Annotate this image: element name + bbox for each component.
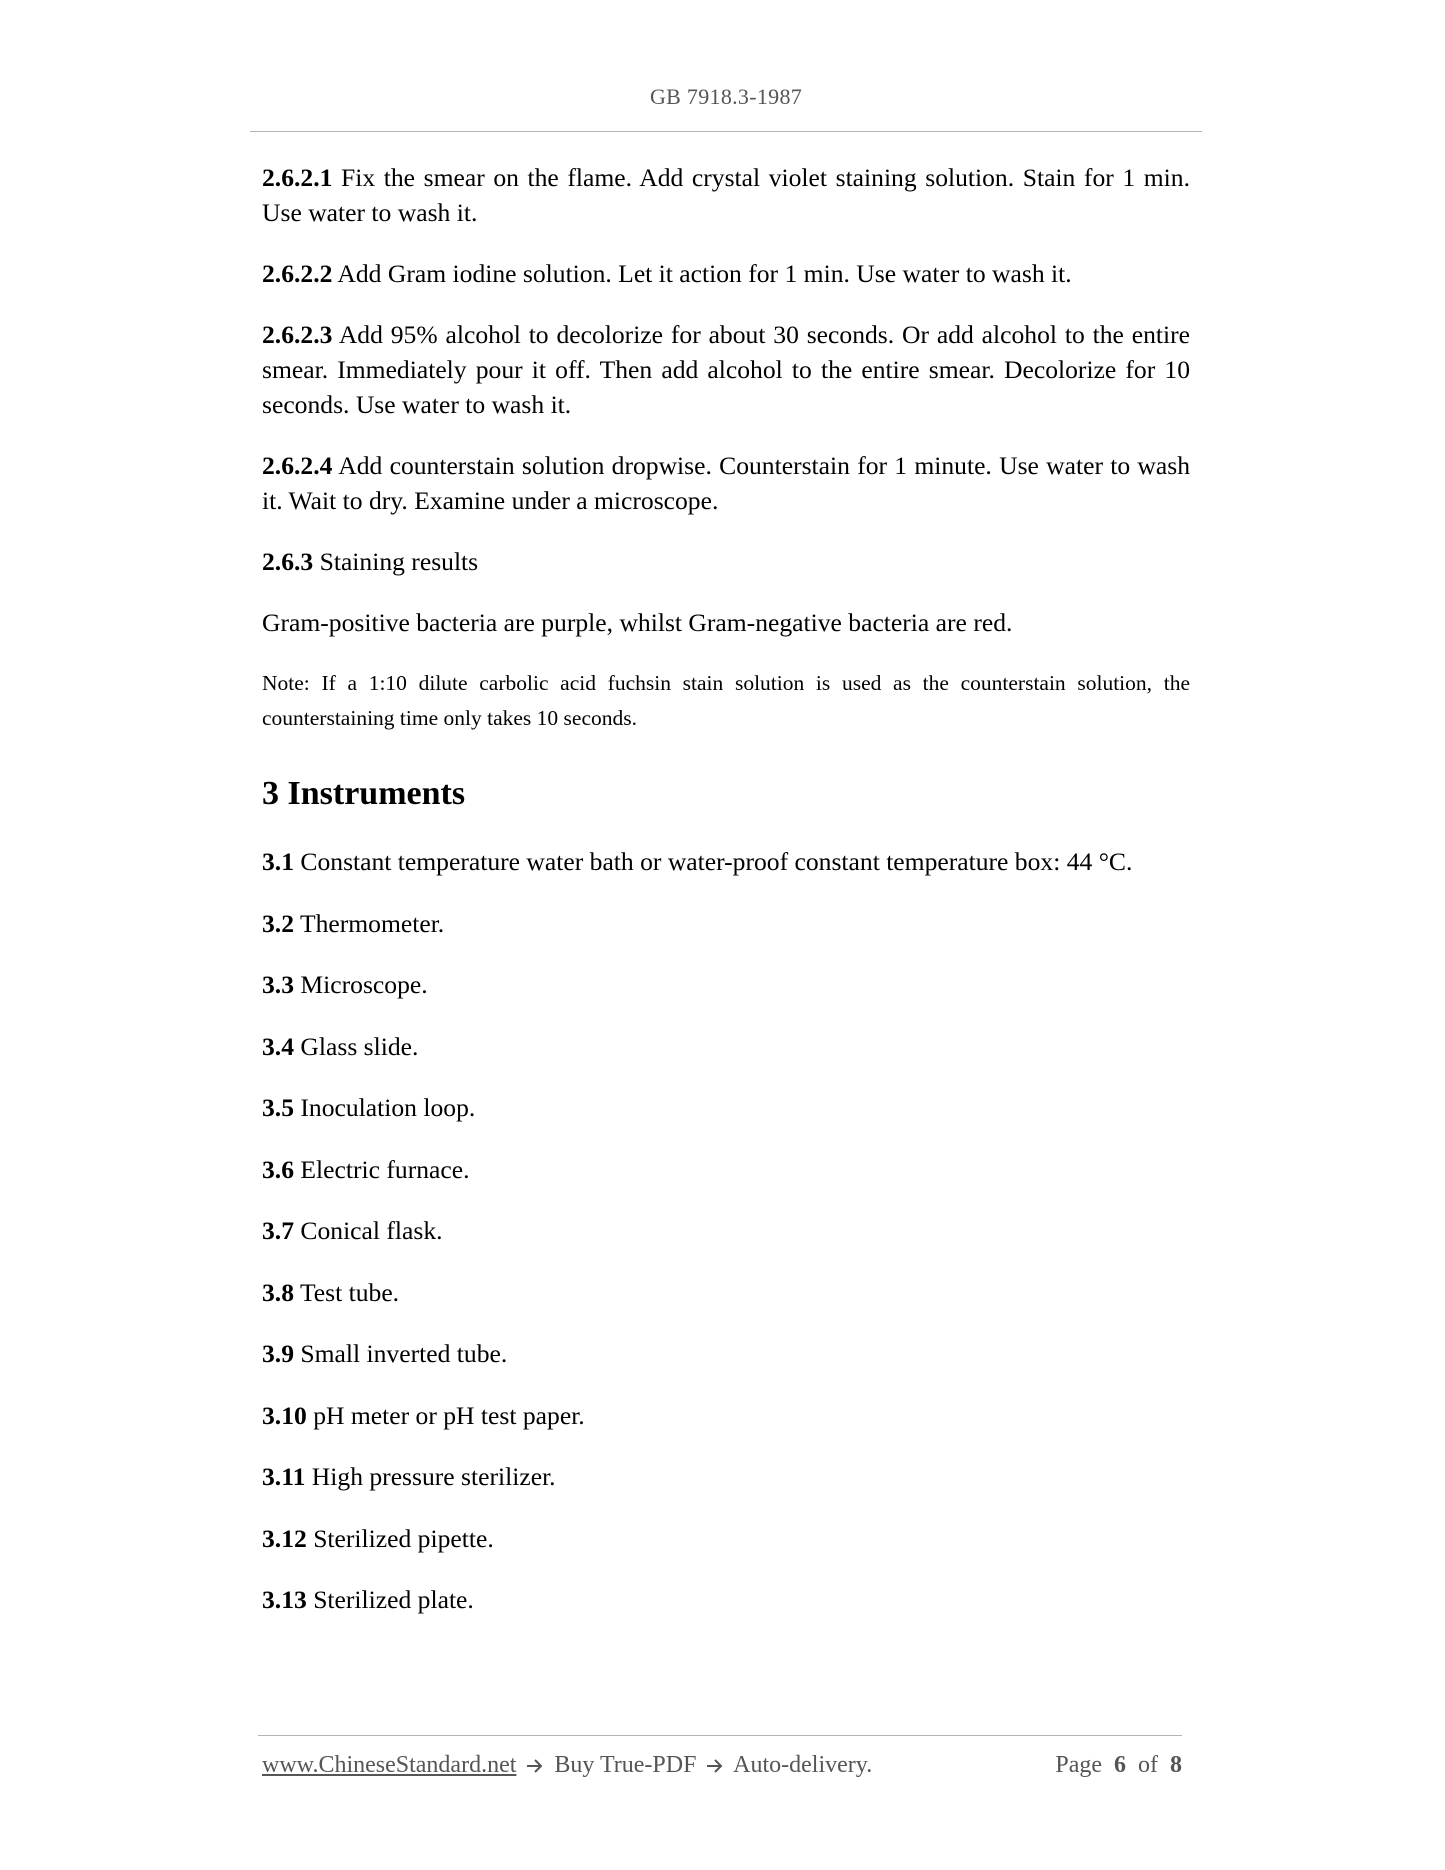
step-text: Fix the smear on the flame. Add crystal violet staining solution. Stain for 1 min. Use water to wash it. <box>262 163 1190 227</box>
page-indicator <box>1055 1752 1182 1779</box>
step-number: 2.6.3 <box>262 547 314 576</box>
item-text: Conical flask. <box>300 1216 443 1245</box>
item-number: 3.13 <box>262 1585 307 1614</box>
header-divider <box>250 131 1202 132</box>
item-text: Sterilized pipette. <box>313 1523 494 1553</box>
step-number: 2.6.2.1 <box>262 163 333 192</box>
item-number: 3.7 <box>262 1216 294 1245</box>
instrument-item <box>262 906 1190 941</box>
instrument-item <box>262 844 1190 879</box>
item-number: 3.2 <box>262 908 294 938</box>
instrument-item <box>262 1029 1190 1064</box>
item-text: Microscope. <box>300 970 428 999</box>
item-number: 3.11 <box>262 1462 306 1491</box>
instrument-item <box>262 967 1190 1002</box>
section-heading: 3 Instruments <box>262 775 466 812</box>
item-text: Constant temperature water bath or water-proof constant temperature box: 44 °C. <box>300 847 1133 876</box>
step-number: 2.6.2.4 <box>262 451 333 480</box>
item-text: pH meter or pH test paper. <box>313 1400 585 1430</box>
item-number: 3.8 <box>262 1277 294 1307</box>
item-text: Glass slide. <box>300 1031 419 1061</box>
step-text: Staining results <box>319 547 479 576</box>
item-number: 3.12 <box>262 1523 307 1553</box>
arrow-right-icon <box>526 1758 544 1774</box>
item-number: 3.1 <box>262 847 294 876</box>
step-text: Add Gram iodine solution. Let it action for 1 min. Use water to wash it. <box>337 259 1072 288</box>
item-number: 3.6 <box>262 1154 294 1184</box>
instrument-item <box>262 1521 1190 1556</box>
delivery-text: Auto-delivery. <box>733 1752 873 1778</box>
item-number: 3.3 <box>262 970 294 999</box>
note-paragraph: Note: If a 1:10 dilute carbolic acid fuchsin stain solution is used as the counterstain solution, the counterstaining time only takes 10 seconds. <box>262 671 1190 730</box>
footer-divider <box>258 1735 1182 1736</box>
item-text: Small inverted tube. <box>300 1339 508 1368</box>
item-text: High pressure sterilizer. <box>311 1462 556 1491</box>
item-number: 3.10 <box>262 1400 307 1430</box>
step-paragraph <box>262 160 1190 230</box>
page-total: 8 <box>1170 1752 1182 1778</box>
step-text: Add counterstain solution dropwise. Counterstain for 1 minute. Use water to wash it. Wait to dry. Examine under a microscope. <box>262 451 1190 515</box>
step-number: 2.6.2.3 <box>262 320 333 349</box>
instrument-item <box>262 1152 1190 1187</box>
item-number: 3.9 <box>262 1339 294 1368</box>
step-number: 2.6.2.2 <box>262 259 333 288</box>
item-number: 3.5 <box>262 1093 294 1122</box>
item-text: Sterilized plate. <box>313 1585 474 1614</box>
step-paragraph <box>262 256 1190 291</box>
page-current: 6 <box>1114 1752 1126 1778</box>
of-label: of <box>1138 1752 1158 1778</box>
step-text: Add 95% alcohol to decolorize for about 30 seconds. Or add alcohol to the entire smear. Immediately pour it off. Then add alcohol to the entire smear. Decolorize for 10 seconds. Use water to wash it. <box>262 320 1190 419</box>
item-number: 3.4 <box>262 1031 294 1061</box>
instrument-item <box>262 1090 1190 1125</box>
page-label: Page <box>1055 1752 1102 1778</box>
instrument-item <box>262 1582 1190 1617</box>
instrument-item <box>262 1336 1190 1371</box>
arrow-right-icon <box>706 1758 724 1774</box>
instrument-item <box>262 1275 1190 1310</box>
item-text: Test tube. <box>299 1277 400 1307</box>
results-paragraph: Gram-positive bacteria are purple, whilst Gram-negative bacteria are red. <box>262 608 1013 637</box>
page-content <box>262 160 1190 1644</box>
item-text: Thermometer. <box>299 908 445 938</box>
step-paragraph <box>262 544 1190 579</box>
document-header: GB 7918.3-1987 <box>649 84 803 109</box>
step-paragraph <box>262 317 1190 422</box>
instrument-item <box>262 1398 1190 1433</box>
instrument-item <box>262 1459 1190 1494</box>
page-footer <box>262 1752 1182 1779</box>
step-paragraph <box>262 448 1190 518</box>
buy-text: Buy True-PDF <box>554 1752 697 1778</box>
item-text: Electric furnace. <box>300 1154 470 1184</box>
website-link[interactable]: www.ChineseStandard.net <box>262 1752 517 1778</box>
instrument-item <box>262 1213 1190 1248</box>
item-text: Inoculation loop. <box>300 1093 476 1122</box>
